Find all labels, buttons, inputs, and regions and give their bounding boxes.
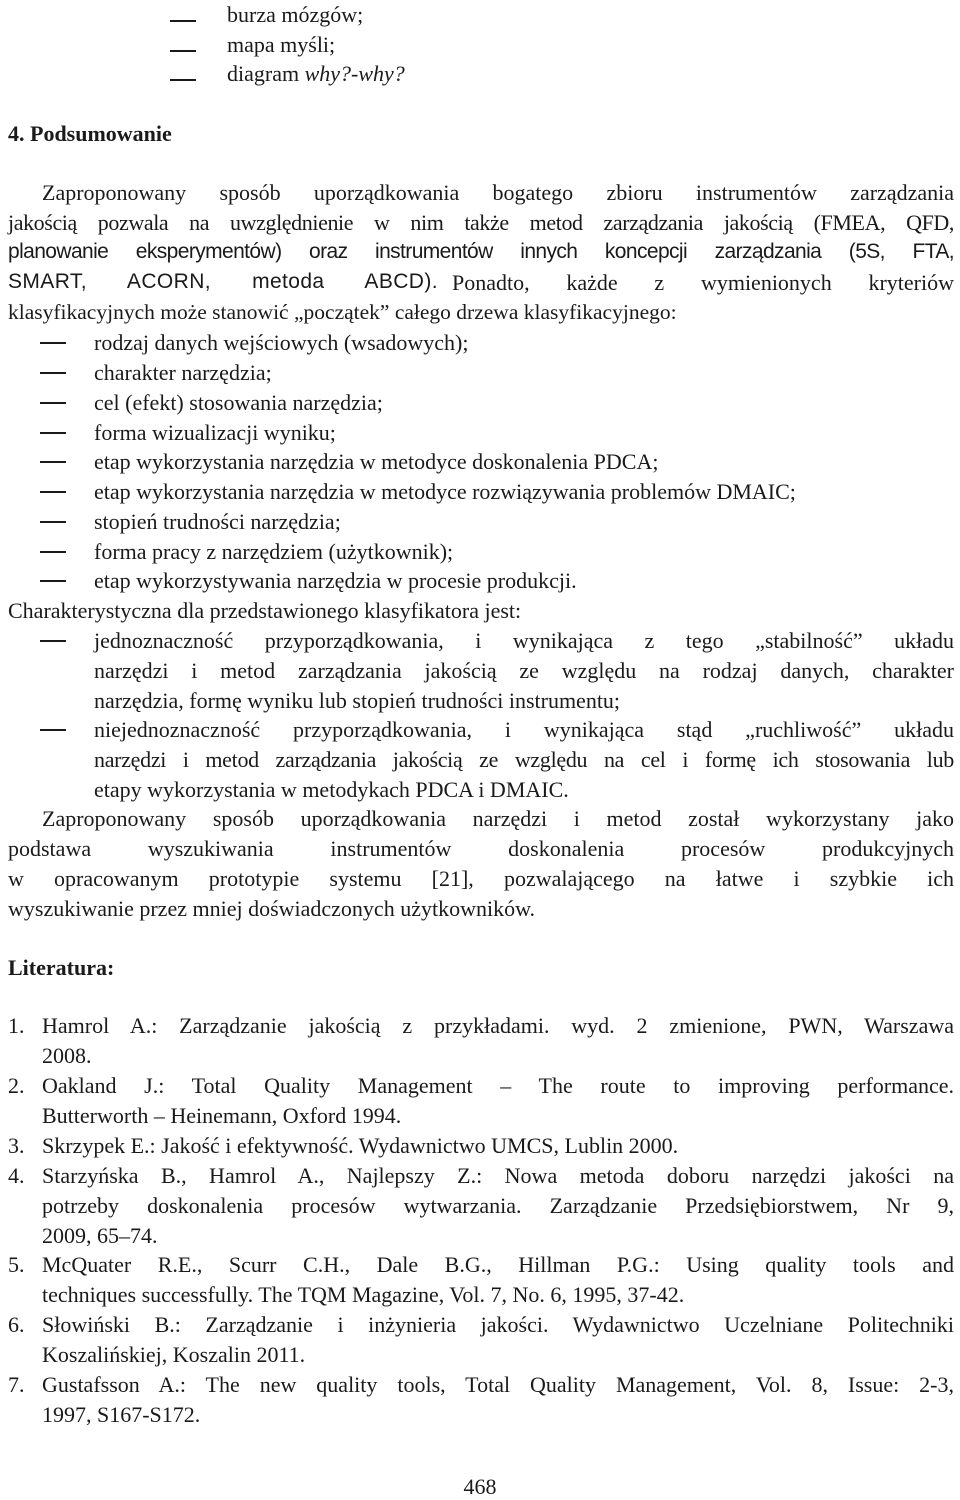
characteristic-line bbox=[94, 717, 954, 743]
reference-number: 7. bbox=[8, 1372, 25, 1397]
paragraph-line bbox=[42, 180, 954, 206]
line-text: niejednoznaczność przyporządkowania, i wynikająca stąd „ruchliwość” układu bbox=[94, 717, 954, 742]
dash-bullet bbox=[40, 461, 66, 463]
criteria-item: rodzaj danych wejściowych (wsadowych); bbox=[94, 330, 469, 355]
reference-line: Koszalińskiej, Koszalin 2011. bbox=[42, 1342, 306, 1367]
dash-bullet bbox=[40, 432, 66, 434]
dash-bullet bbox=[40, 342, 66, 344]
list-item bbox=[227, 61, 405, 87]
reference-line: Skrzypek E.: Jakość i efektywność. Wydawnictwo UMCS, Lublin 2000. bbox=[42, 1133, 679, 1158]
paragraph-line bbox=[8, 270, 438, 294]
paragraph-line: klasyfikacyjnych może stanowić „początek” całego drzewa klasyfikacyjnego: bbox=[8, 300, 677, 324]
line-text: Oakland J.: Total Quality Management – The route to improving performance. bbox=[42, 1073, 954, 1098]
criteria-item: etap wykorzystywania narzędzia w procesie produkcji. bbox=[94, 568, 577, 593]
page-number: 468 bbox=[463, 1474, 497, 1499]
line-text: Słowiński B.: Zarządzanie i inżynieria jakości. Wydawnictwo Uczelniane Politechniki bbox=[42, 1312, 954, 1337]
criteria-item: etap wykorzystania narzędzia w metodyce rozwiązywania problemów DMAIC; bbox=[94, 479, 796, 504]
paragraph-line bbox=[8, 836, 954, 862]
line-text: Starzyńska B., Hamrol A., Najlepszy Z.: Nowa metoda doboru narzędzi jakości na bbox=[42, 1163, 954, 1188]
characteristic-line: etapy wykorzystania w metodykach PDCA i DMAIC. bbox=[94, 777, 569, 802]
list-item-italic: why?-why? bbox=[304, 61, 405, 86]
criteria-item: stopień trudności narzędzia; bbox=[94, 509, 341, 534]
reference-number: 3. bbox=[8, 1133, 25, 1158]
reference-line bbox=[42, 1252, 954, 1278]
dash-bullet bbox=[40, 491, 66, 493]
reference-line bbox=[42, 1372, 954, 1398]
line-text: podstawa wyszukiwania instrumentów doskonalenia procesów produkcyjnych bbox=[8, 836, 954, 861]
criteria-item: forma pracy z narzędziem (użytkownik); bbox=[94, 539, 454, 564]
line-text: SMART, ACORN, metoda ABCD). bbox=[8, 270, 438, 293]
line-text: Gustafsson A.: The new quality tools, Total Quality Management, Vol. 8, Issue: 2-3, bbox=[42, 1372, 954, 1397]
reference-line: 2009, 65–74. bbox=[42, 1223, 158, 1248]
reference-line bbox=[42, 1013, 954, 1039]
dash-bullet bbox=[170, 50, 196, 52]
line-text: potrzeby doskonalenia procesów wytwarzania. Zarządzanie Przedsiębiorstwem, Nr 9, bbox=[42, 1193, 954, 1218]
paragraph-line: wyszukiwanie przez mniej doświadczonych użytkowników. bbox=[8, 896, 536, 921]
criteria-item: cel (efekt) stosowania narzędzia; bbox=[94, 390, 383, 415]
dash-bullet bbox=[40, 729, 66, 731]
reference-line: 1997, S167-S172. bbox=[42, 1402, 201, 1427]
line-text: narzędzi i metod zarządzania jakością ze względu na cel i formę ich stosowania lub bbox=[94, 747, 954, 772]
paragraph-line bbox=[42, 806, 954, 832]
dash-bullet bbox=[40, 521, 66, 523]
dash-bullet bbox=[40, 372, 66, 374]
paragraph-line bbox=[8, 866, 954, 892]
reference-line: 2008. bbox=[42, 1043, 92, 1068]
reference-line bbox=[42, 1312, 954, 1338]
list-item: mapa myśli; bbox=[227, 32, 336, 57]
section-heading: 4. Podsumowanie bbox=[8, 121, 172, 146]
line-text: Zaproponowany sposób uporządkowania narzędzi i metod został wykorzystany jako bbox=[42, 806, 954, 831]
paragraph-line bbox=[452, 270, 954, 296]
reference-number: 2. bbox=[8, 1073, 25, 1098]
reference-number: 4. bbox=[8, 1163, 25, 1188]
line-text: jakością pozwala na uwzględnienie w nim także metod zarządzania jakością (FMEA, QFD, bbox=[8, 210, 954, 235]
reference-number: 6. bbox=[8, 1312, 25, 1337]
reference-line bbox=[42, 1193, 954, 1219]
reference-line bbox=[42, 1073, 954, 1099]
line-text: Zaproponowany sposób uporządkowania bogatego zbioru instrumentów zarządzania bbox=[42, 180, 954, 205]
literature-heading: Literatura: bbox=[8, 955, 115, 980]
dash-bullet bbox=[170, 20, 196, 22]
reference-line: Butterworth – Heinemann, Oxford 1994. bbox=[42, 1103, 402, 1128]
line-text: McQuater R.E., Scurr C.H., Dale B.G., Hillman P.G.: Using quality tools and bbox=[42, 1252, 954, 1277]
characteristic-line bbox=[94, 747, 954, 773]
reference-number: 5. bbox=[8, 1252, 25, 1277]
paragraph-line: Charakterystyczna dla przedstawionego klasyfikatora jest: bbox=[8, 598, 522, 623]
characteristic-line: narzędzia, formę wyniku lub stopień trudności instrumentu; bbox=[94, 688, 621, 713]
paragraph-line bbox=[8, 240, 954, 264]
line-text: narzędzi i metod zarządzania jakością ze względu na rodzaj danych, charakter bbox=[94, 658, 954, 683]
line-text: w opracowanym prototypie systemu [21], pozwalającego na łatwe i szybkie ich bbox=[8, 866, 954, 891]
dash-bullet bbox=[170, 79, 196, 81]
criteria-item: charakter narzędzia; bbox=[94, 360, 272, 385]
list-item: burza mózgów; bbox=[227, 2, 364, 27]
dash-bullet bbox=[40, 551, 66, 553]
reference-line: techniques successfully. The TQM Magazine, Vol. 7, No. 6, 1995, 37-42. bbox=[42, 1282, 685, 1307]
line-text: Ponadto, każde z wymienionych kryteriów bbox=[452, 270, 954, 295]
reference-line bbox=[42, 1163, 954, 1189]
characteristic-line bbox=[94, 628, 954, 654]
line-text: Hamrol A.: Zarządzanie jakością z przykładami. wyd. 2 zmienione, PWN, Warszawa bbox=[42, 1013, 954, 1038]
dash-bullet bbox=[40, 580, 66, 582]
list-item-text: diagram bbox=[227, 61, 305, 86]
characteristic-line bbox=[94, 658, 954, 684]
criteria-item: forma wizualizacji wyniku; bbox=[94, 420, 336, 445]
line-text: planowanie eksperymentów) oraz instrumentów innych koncepcji zarządzania (5S, FTA, bbox=[8, 240, 954, 263]
criteria-item: etap wykorzystania narzędzia w metodyce doskonalenia PDCA; bbox=[94, 449, 659, 474]
dash-bullet bbox=[40, 640, 66, 642]
dash-bullet bbox=[40, 402, 66, 404]
reference-number: 1. bbox=[8, 1013, 25, 1038]
paragraph-line bbox=[8, 210, 954, 236]
line-text: jednoznaczność przyporządkowania, i wynikająca z tego „stabilność” układu bbox=[94, 628, 954, 653]
